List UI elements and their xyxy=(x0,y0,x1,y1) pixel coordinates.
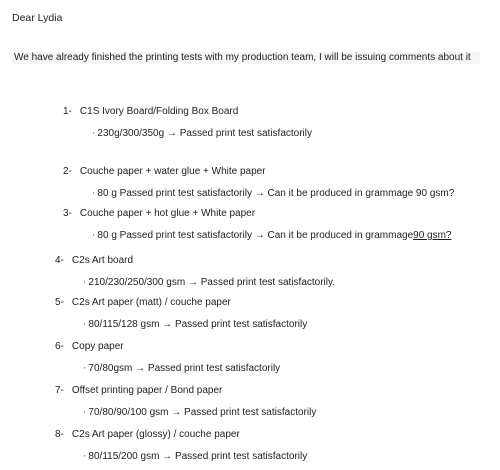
list-item-text: Offset printing paper / Bond paper xyxy=(71,385,223,396)
list-item-title xyxy=(63,208,255,219)
detail-text: 210/230/250/300 gsm → Passed print test satisfactorily. xyxy=(88,277,336,288)
list-item-text: Copy paper xyxy=(71,341,124,352)
list-item-number: 5- xyxy=(55,297,64,308)
detail-text: 80/115/128 gsm → Passed print test satisfactorily xyxy=(88,319,308,330)
square-bullet-icon: ▪ xyxy=(84,320,86,326)
list-item-number: 2- xyxy=(63,166,72,177)
list-item-title xyxy=(55,429,240,440)
list-item-title xyxy=(63,106,238,117)
detail-text: 80/115/200 gsm → Passed print test satisfactorily xyxy=(88,451,308,462)
list-item-number: 3- xyxy=(63,208,72,219)
square-bullet-icon: ▪ xyxy=(84,278,86,284)
square-bullet-icon: ▪ xyxy=(84,408,86,414)
list-item-text: C2s Art board xyxy=(71,255,134,266)
square-bullet-icon: ▪ xyxy=(84,364,86,370)
list-item-text: Couche paper + water glue + White paper xyxy=(79,166,266,177)
list-item-detail xyxy=(93,230,452,241)
list-item-number: 1- xyxy=(63,106,72,117)
list-item-detail xyxy=(84,277,335,288)
detail-text: 80 g Passed print test satisfactorily → Can it be produced in grammage xyxy=(97,230,414,241)
list-item-text: C2s Art paper (glossy) / couche paper xyxy=(71,429,240,440)
list-item-title xyxy=(55,297,231,308)
detail-text: 70/80gsm → Passed print test satisfactorily xyxy=(88,363,281,374)
list-item-text: C1S Ivory Board/Folding Box Board xyxy=(79,106,239,117)
list-item-number: 4- xyxy=(55,255,64,266)
list-item-title xyxy=(55,385,222,396)
detail-underlined-text: 90 gsm? xyxy=(413,230,452,241)
list-item-detail xyxy=(84,407,316,418)
list-item-title xyxy=(55,255,133,266)
detail-text: 230g/300/350g → Passed print test satisfactorily xyxy=(97,128,312,139)
detail-text: 70/80/90/100 gsm → Passed print test satisfactorily xyxy=(88,407,317,418)
square-bullet-icon: ▪ xyxy=(93,231,95,237)
list-item-detail xyxy=(84,319,307,330)
list-item-number: 8- xyxy=(55,429,64,440)
list-item-text: C2s Art paper (matt) / couche paper xyxy=(71,297,231,308)
list-item-text: Couche paper + hot glue + White paper xyxy=(79,208,256,219)
square-bullet-icon: ▪ xyxy=(93,189,95,195)
square-bullet-icon: ▪ xyxy=(84,452,86,458)
intro-paragraph: We have already finished the printing tests with my production team, I will be issuing comments about it xyxy=(12,52,480,64)
list-item-title xyxy=(55,341,124,352)
list-item-detail xyxy=(93,188,454,199)
list-item-number: 6- xyxy=(55,341,64,352)
square-bullet-icon: ▪ xyxy=(93,129,95,135)
greeting: Dear Lydia xyxy=(12,12,63,24)
list-item-number: 7- xyxy=(55,385,64,396)
list-item-detail xyxy=(84,451,307,462)
list-item-detail xyxy=(93,128,312,139)
list-item-title xyxy=(63,166,266,177)
list-item-detail xyxy=(84,363,280,374)
detail-text: 80 g Passed print test satisfactorily → Can it be produced in grammage 90 gsm? xyxy=(97,188,455,199)
